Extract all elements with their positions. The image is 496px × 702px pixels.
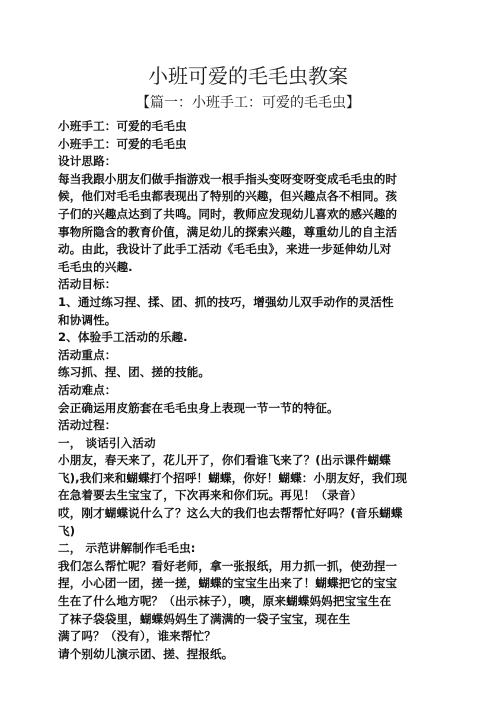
- document-subtitle: 【篇一：小班手工：可爱的毛毛虫】: [136, 95, 360, 111]
- body-line: 和协调性。: [58, 312, 117, 327]
- body-line: 动。由此，我设计了此手工活动《毛毛虫》，来进一步延伸幼儿对: [58, 242, 392, 257]
- body-line: 我们怎么帮忙呢？看好老师，拿一张报纸，用力抓一抓，使劲捏一: [58, 558, 398, 573]
- body-line: 毛毛虫的兴趣.: [58, 259, 133, 274]
- body-line: 子们的兴趣点达到了共鸣。同时，教师应发现幼儿喜欢的感兴趣的: [58, 206, 398, 221]
- body-line: 设计思路：: [58, 154, 117, 169]
- body-line: 2、体验手工活动的乐趣.: [58, 330, 188, 345]
- body-line: 小朋友，春天来了，花儿开了，你们看谁飞来了？(出示课件蝴蝶: [58, 453, 391, 468]
- body-line: 飞): [58, 523, 76, 538]
- body-line: 生在了什么地方呢？（出示袜子），噢，原来蝴蝶妈妈把宝宝生在: [58, 594, 392, 609]
- body-line: 满了吗？（没有），谁来帮忙？: [58, 629, 216, 644]
- body-line: 哎，刚才蝴蝶说什么了？这么大的我们也去帮帮忙好吗？(音乐蝴蝶: [58, 506, 403, 521]
- document-body: [58, 118, 440, 663]
- body-line: 练习抓、捏、团、搓的技能。: [58, 365, 211, 380]
- body-line: 在急着要去生宝宝了，下次再来和你们玩。再见！（录音）: [58, 488, 363, 503]
- body-line: 活动目标：: [58, 277, 117, 292]
- body-line: 小班手工：可爱的毛毛虫: [58, 136, 187, 151]
- body-line: 飞),我们来和蝴蝶打个招呼！蝴蝶，你好！蝴蝶：小朋友好，我们现: [58, 470, 408, 485]
- body-line: 每当我跟小朋友们做手指游戏一根手指头变呀变呀变成毛毛虫的时: [58, 171, 398, 186]
- body-line: 会正确运用皮筋套在毛毛虫身上表现一节一节的特征。: [58, 400, 339, 415]
- body-line: 二， 示范讲解制作毛毛虫:: [58, 541, 196, 556]
- body-line: 活动难点：: [58, 382, 117, 397]
- body-line: 一， 谈话引入活动: [58, 435, 156, 450]
- body-line: 候，他们对毛毛虫都表现出了特别的兴趣，但兴趣点各不相同。孩: [58, 189, 398, 204]
- document-title: 小班可爱的毛毛虫教案: [148, 64, 348, 88]
- body-line: 事物所隐含的教育价值，满足幼儿的探索兴趣，尊重幼儿的自主活: [58, 224, 398, 239]
- body-line: 活动过程：: [58, 418, 117, 433]
- body-line: 活动重点：: [58, 347, 117, 362]
- body-line: 请个别幼儿演示团、搓、捏报纸。: [58, 646, 234, 661]
- body-line: 捏，小心团一团，搓一搓，蝴蝶的宝宝生出来了！蝴蝶把它的宝宝: [58, 576, 398, 591]
- body-line: 1、通过练习捏、揉、团、抓的技巧，增强幼儿双手动作的灵活性: [58, 294, 394, 309]
- body-line: 小班手工：可爱的毛毛虫: [58, 119, 187, 133]
- body-line: 了袜子袋袋里，蝴蝶妈妈生了满满的一袋子宝宝，现在生: [58, 611, 351, 626]
